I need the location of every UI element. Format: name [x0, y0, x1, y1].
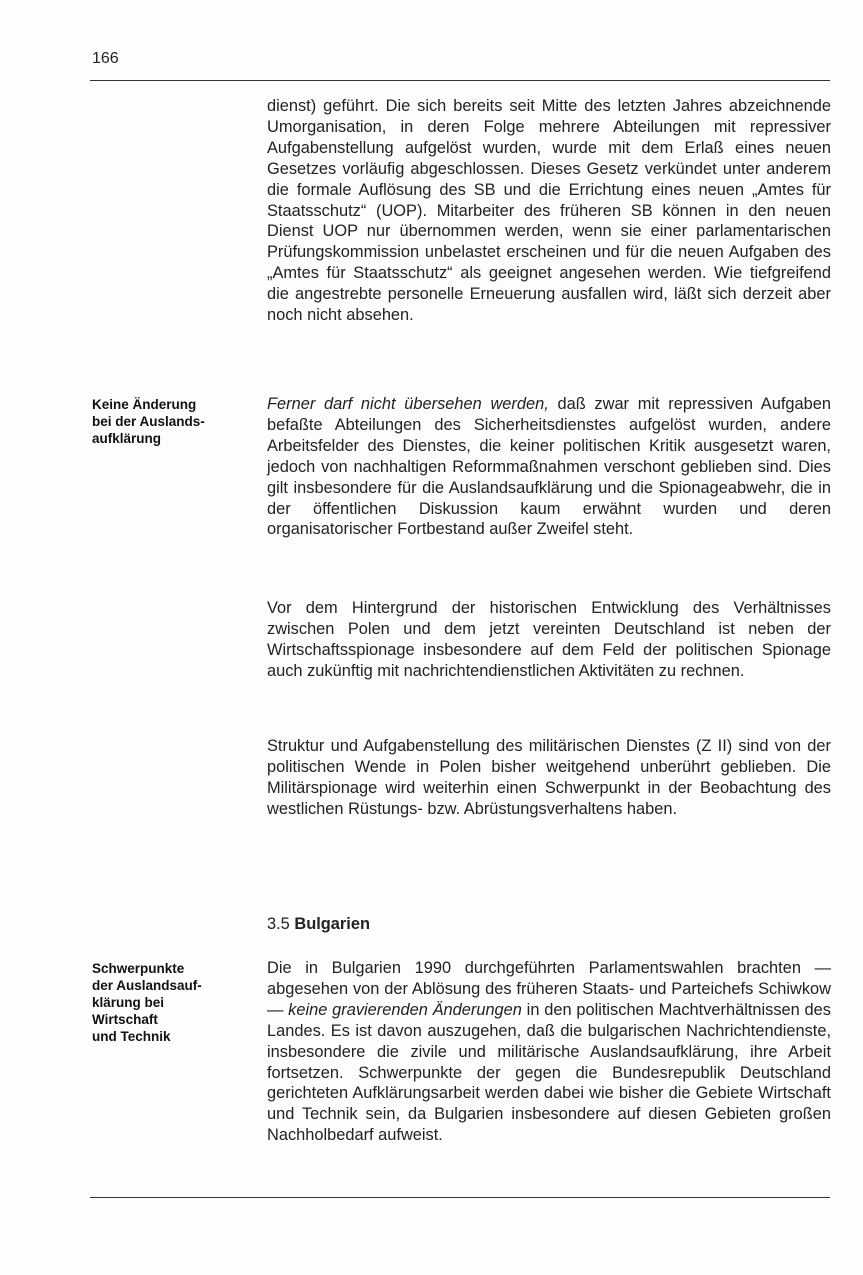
section-number: 3.5 — [267, 915, 290, 933]
margin-note-auslandsaufklaerung — [92, 396, 252, 447]
paragraph-uop-reorganisation: dienst) geführt. Die sich bereits seit Mitte des letzten Jahres abzeichnende Umorganisation, in deren Folge mehrere Abteilungen mit repressiver Aufgabenstellung aufgelöst wurden, wurde mit dem Erlaß eines neuen Gesetzes vorläufig abgeschlossen. Dieses Gesetz verkündet unter anderem die formale Auflösung des SB und die Errichtung eines neuen „Amtes für Staatsschutz“ (UOP). Mitarbeiter des früheren SB können in den neuen Dienst UOP nur übernommen werden, wenn sie einer parlamentarischen Prüfungskommission unbelastet erscheinen und für die neuen Aufgaben des „Amtes für Staatsschutz“ als geeignet angesehen werden. Wie tiefgreifend die angestrebte personelle Erneuerung ausfallen wird, läßt sich derzeit aber noch nicht absehen. — [267, 97, 831, 325]
margin-note-line: und Technik — [92, 1029, 171, 1044]
margin-note-line: Keine Änderung — [92, 397, 197, 412]
margin-note-wirtschaft-technik — [92, 960, 252, 1045]
margin-note-line: Wirtschaft — [92, 1012, 158, 1027]
margin-note-line: der Auslandsauf- — [92, 978, 202, 993]
paragraph-political-espionage: Vor dem Hintergrund der historischen Entwicklung des Verhältnisses zwischen Polen und dem jetzt vereinten Deutschland ist neben der Wirtschaftsspionage insbesondere auf dem Feld der politischen Spionage auch zukünftig mit nachrichtendienstlichen Aktivitäten zu rechnen. — [267, 599, 831, 680]
page-number: 166 — [92, 50, 119, 67]
margin-note-line: bei der Auslands- — [92, 414, 205, 429]
paragraph-unchanged-departments — [267, 394, 831, 540]
section-heading-bulgarien — [267, 915, 370, 934]
footer-rule — [90, 1197, 830, 1198]
header-rule — [90, 80, 830, 81]
italic-emphasis: keine gravierenden Änderungen — [288, 1000, 522, 1019]
paragraph-text: Die in Bulgarien 1990 durchgeführten Parlamentswahlen brachten — abgesehen von der Ablösung des früheren Staats- und Parteichefs Schiwkow — — [267, 959, 831, 1019]
paragraph-bulgaria — [267, 958, 831, 1146]
italic-emphasis: Ferner darf nicht übersehen werden, — [267, 395, 549, 413]
margin-note-line: klärung bei — [92, 995, 165, 1010]
margin-note-line: Schwerpunkte — [92, 961, 185, 976]
paragraph-text: daß zwar mit repressiven Aufgaben befaßte Abteilungen des Sicherheitsdienstes aufgelöst wurden, andere Arbeitsfelder des Dienstes, die keiner politischen Kritik ausgesetzt waren, jedoch von nachhaltigen Reformmaßnahmen verschont geblieben sind. Dies gilt insbesondere für die Auslandsaufklärung und die Spionageabwehr, die in der öffentlichen Diskussion kaum erwähnt wurden und deren organisatorischer Fortbestand außer Zweifel steht. — [267, 395, 831, 539]
paragraph-text: in den politischen Machtverhältnissen des Landes. Es ist davon auszugehen, daß die bulgarischen Nachrichtendienste, insbesondere die zivile und militärische Auslandsaufklärung, ihre Arbeit fortsetzen. Schwerpunkte der gegen die Bundesrepublik Deutschland gerichteten Aufklärungsarbeit werden dabei wie bisher die Gebiete Wirtschaft und Technik sein, da Bulgarien insbesondere auf diesen Gebieten großen Nachholbedarf aufweist. — [267, 1000, 831, 1145]
paragraph-military-service: Struktur und Aufgabenstellung des militärischen Dienstes (Z II) sind von der politischen Wende in Polen bisher weitgehend unberührt geblieben. Die Militärspionage wird weiterhin einen Schwerpunkt in der Beobachtung des westlichen Rüstungs- bzw. Abrüstungsverhaltens haben. — [267, 737, 831, 818]
margin-note-line: aufklärung — [92, 431, 162, 446]
section-title: Bulgarien — [294, 915, 370, 933]
